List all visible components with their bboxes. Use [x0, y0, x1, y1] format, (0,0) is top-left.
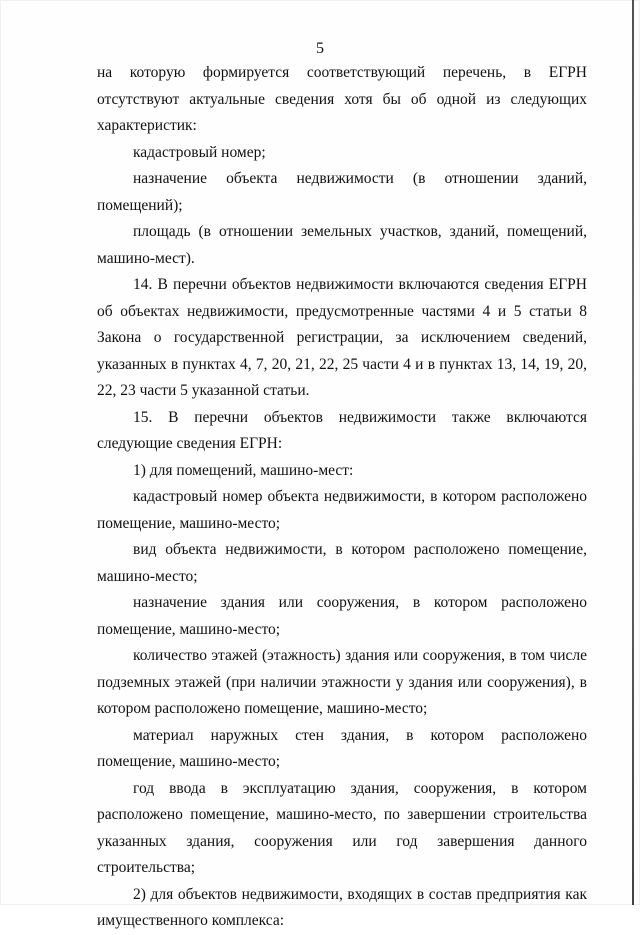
paragraph-item: год ввода в эксплуатацию здания, сооружения, в котором расположено помещение, машино-место, по завершении строительства указанных здания, сооружения или год завершения данного строительства; [97, 779, 587, 876]
document-body [97, 60, 587, 935]
paragraph-clause-14: 14. В перечни объектов недвижимости включаются сведения ЕГРН об объектах недвижимости, предусмотренные частями 4 и 5 статьи 8 Закона о государственной регистрации, за исключением сведений, указанных в пунктах 4, 7, 20, 21, 22, 25 части 4 и в пунктах 13, 14, 19, 20, 22, 23 части 5 указанной статьи. [97, 276, 587, 399]
paragraph-item: кадастровый номер объекта недвижимости, в котором расположено помещение, машино-место; [97, 488, 587, 532]
page-number: 5 [316, 40, 324, 57]
paragraph-item: вид объекта недвижимости, в котором расположено помещение, машино-место; [97, 541, 587, 585]
paragraph-continuation: на которую формируется соответствующий перечень, в ЕГРН отсутствуют актуальные сведения хотя бы об одной из следующих характеристик: [97, 64, 587, 134]
paragraph-item: количество этажей (этажность) здания или сооружения, в том числе подземных этажей (при наличии этажности у здания или сооружения), в котором расположено помещение, машино-место; [97, 647, 587, 717]
scan-edge [632, 0, 634, 905]
paragraph-item: площадь (в отношении земельных участков, зданий, помещений, машино-мест). [97, 223, 587, 267]
paragraph-subclause-2: 2) для объектов недвижимости, входящих в состав предприятия как имущественного комплекса: [97, 885, 587, 929]
paragraph-item: материал наружных стен здания, в котором расположено помещение, машино-место; [97, 726, 587, 770]
paragraph-clause-15: 15. В перечни объектов недвижимости также включаются следующие сведения ЕГРН: [97, 408, 587, 452]
paragraph-item: назначение объекта недвижимости (в отношении зданий, помещений); [97, 170, 587, 214]
paragraph-subclause-1: 1) для помещений, машино-мест: [133, 461, 354, 479]
paragraph-item: назначение здания или сооружения, в котором расположено помещение, машино-место; [97, 594, 587, 638]
paragraph-item: кадастровый номер; [133, 143, 266, 161]
